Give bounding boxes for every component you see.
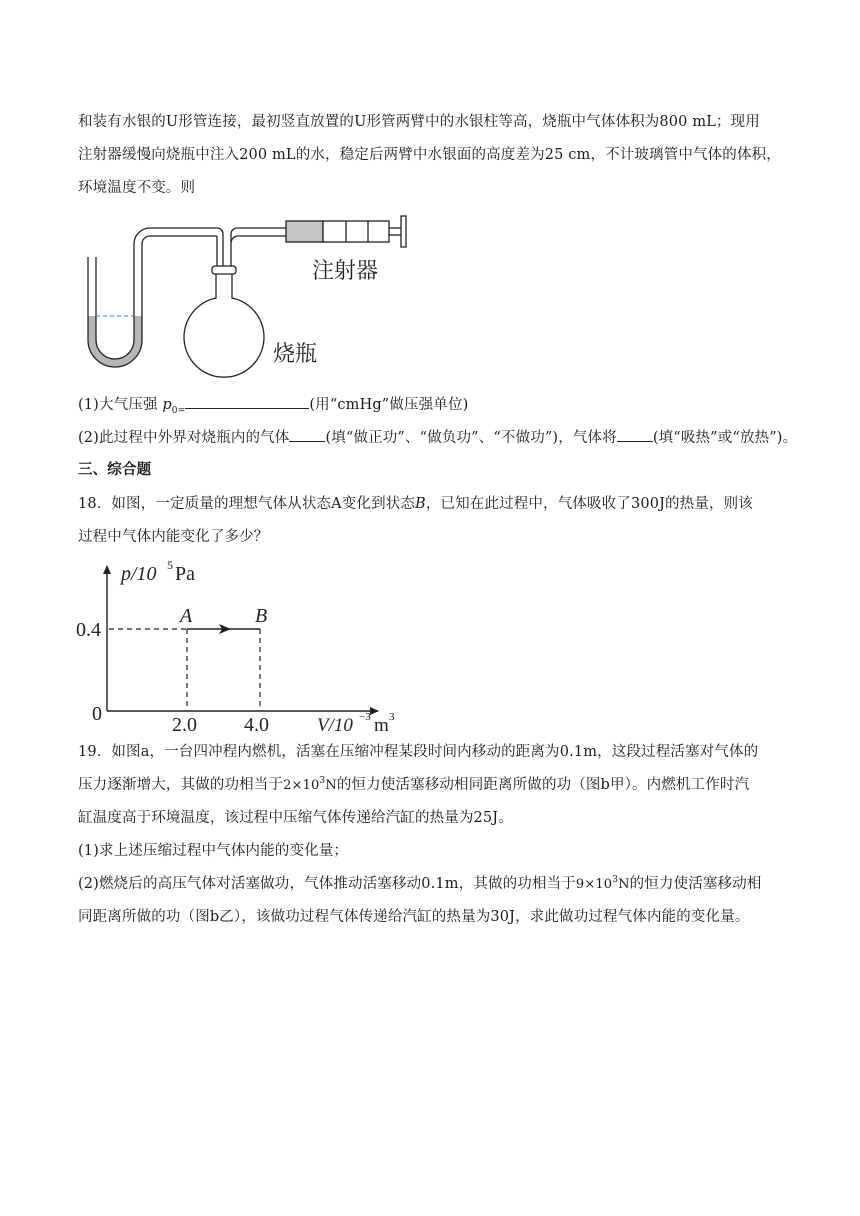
q17-part2: (2)此过程中外界对烧瓶内的气体 (填“做正功”、“做负功”、“不做功”)，气体将 (填“吸热”或“放热”)。 bbox=[78, 427, 797, 448]
apparatus-diagram bbox=[76, 212, 416, 382]
flask-icon bbox=[184, 274, 264, 377]
answer-blank-heat[interactable] bbox=[617, 427, 653, 442]
x-tick-label-1: 2.0 bbox=[172, 714, 197, 736]
paragraph-line-1: 和装有水银的U形管连接，最初竖直放置的U形管两臂中的水银柱等高，烧瓶中气体体积为800 mL；现用 bbox=[78, 114, 760, 130]
answer-blank-work[interactable] bbox=[289, 427, 325, 442]
q19-sub-1: (1)求上述压缩过程中气体内能的变化量； bbox=[78, 843, 349, 859]
q19-sub-2: (2)燃烧后的高压气体对活塞做功，气体推动活塞移动0.1m，其做的功相当于$9\times 10^3N$的恒力使活塞移动相 bbox=[78, 875, 762, 892]
x-tick-label-2: 4.0 bbox=[244, 714, 269, 736]
x-axis-unit-exp: 3 bbox=[389, 711, 395, 723]
syringe-label: 注射器 bbox=[312, 259, 379, 284]
origin-label: 0 bbox=[92, 703, 102, 725]
q18-line-2: 过程中气体内能变化了多少？ bbox=[78, 529, 269, 545]
q19-sub-2-line-2: 同距离所做的功（图b乙），该做功过程气体传递给汽缸的热量为30J，求此做功过程气体内能的变化量。 bbox=[78, 909, 750, 925]
section-title: 三、综合题 bbox=[78, 461, 152, 478]
flask-stopper bbox=[212, 266, 236, 274]
paragraph-line-2: 注射器缓慢向烧瓶中注入200 mL的水，稳定后两臂中水银面的高度差为25 cm，不计玻璃管中气体的体积， bbox=[78, 147, 781, 163]
answer-blank-pressure[interactable] bbox=[185, 394, 309, 409]
y-axis-label: p/10 bbox=[121, 563, 157, 585]
point-b-label: B bbox=[255, 605, 268, 627]
y-axis-unit: Pa bbox=[175, 563, 195, 585]
u-tube bbox=[88, 228, 217, 367]
paragraph-line-3: 环境温度不变。则 bbox=[78, 180, 196, 196]
flask-label: 烧瓶 bbox=[273, 342, 318, 367]
x-axis-exp: −3 bbox=[359, 711, 371, 723]
point-a-label: A bbox=[180, 605, 193, 627]
q19-line-3: 缸温度高于环境温度，该过程中压缩气体传递给汽缸的热量为25J。 bbox=[78, 810, 513, 826]
y-tick-label: 0.4 bbox=[76, 619, 101, 641]
x-axis-unit: m bbox=[374, 715, 389, 736]
q19-line-2: 压力逐渐增大，其做的功相当于$2\times 10^3N$的恒力使活塞移动相同距离所做的功（图b甲）。内燃机工作时汽 bbox=[78, 776, 750, 793]
q19-line-1: 19．如图a，一台四冲程内燃机，活塞在压缩冲程某段时间内移动的距离为0.1m，这段过程活塞对气体的 bbox=[78, 744, 759, 760]
q18-line-1: 18．如图，一定质量的理想气体从状态A变化到状态B，已知在此过程中，气体吸收了300J的热量，则该 bbox=[78, 496, 753, 512]
y-axis-exp: 5 bbox=[167, 558, 173, 572]
q17-part1: (1)大气压强 $p_{0=}$ (用“cmHg”做压强单位) bbox=[78, 394, 468, 415]
pv-graph bbox=[76, 558, 406, 738]
syringe-icon bbox=[286, 216, 406, 247]
x-axis-label: V/10 bbox=[317, 715, 353, 736]
